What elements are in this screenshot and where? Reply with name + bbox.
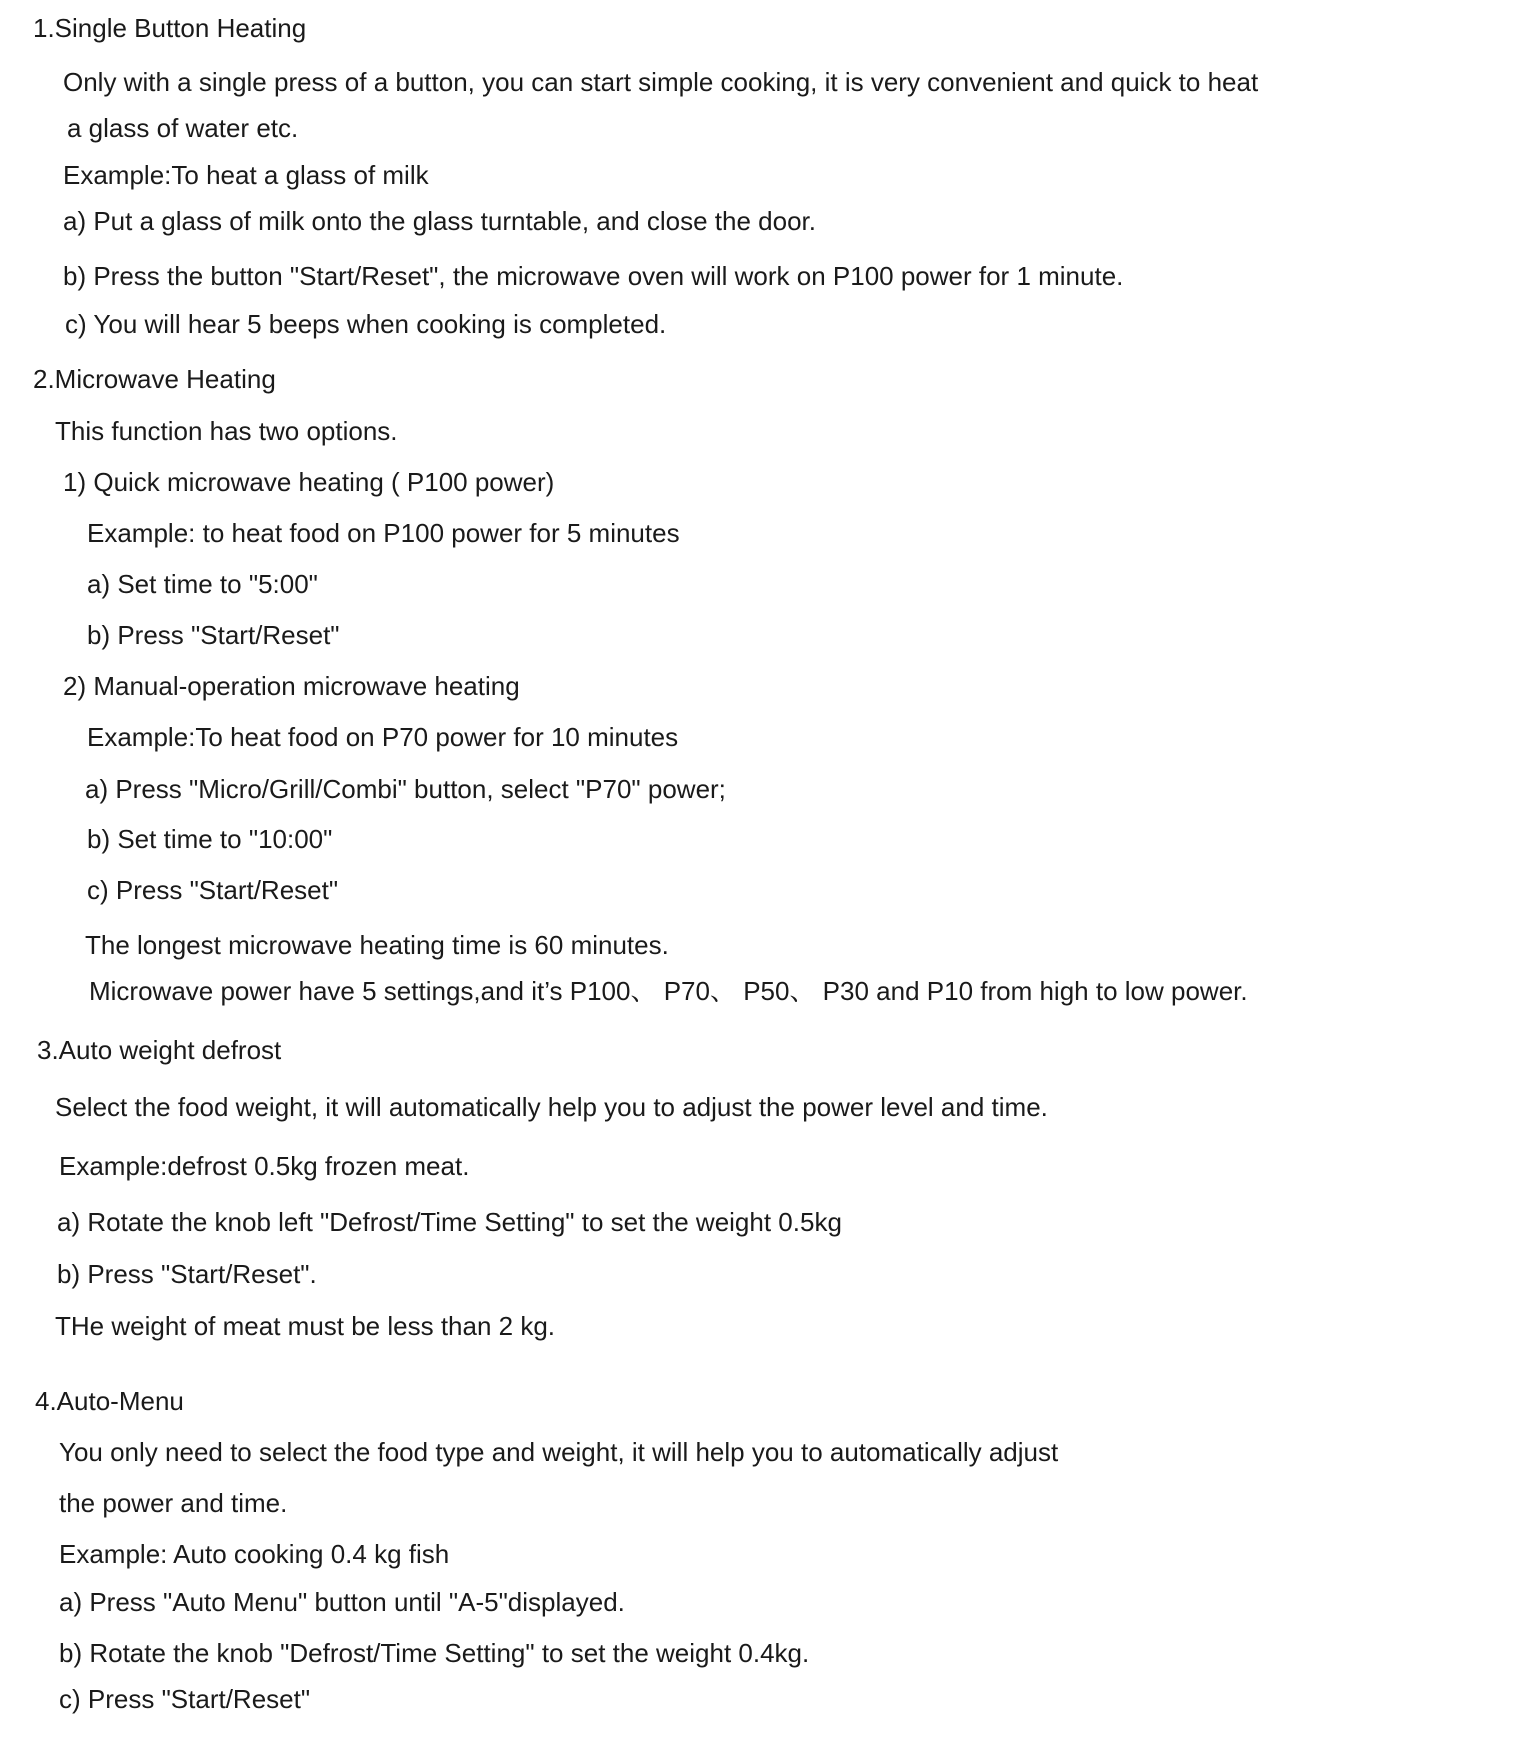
section-2-line: c) Press "Start/Reset" (87, 875, 339, 905)
section-4-line: the power and time. (59, 1488, 288, 1518)
section-2-line: Microwave power have 5 settings,and it’s P100、 P70、 P50、 P30 and P10 from high to low power. (89, 976, 1248, 1006)
section-2-line: Example:To heat food on P70 power for 10 minutes (87, 722, 679, 752)
section-4-line: You only need to select the food type and weight, it will help you to automatically adjust (59, 1437, 1059, 1467)
section-1-line: a) Put a glass of milk onto the glass turntable, and close the door. (63, 206, 816, 236)
section-1-line: Example:To heat a glass of milk (63, 160, 429, 190)
section-2-line: b) Set time to "10:00" (87, 824, 333, 854)
section-2-line: The longest microwave heating time is 60 minutes. (85, 930, 669, 960)
section-2-line: 1) Quick microwave heating ( P100 power) (63, 467, 555, 497)
section-1-heading: 1.Single Button Heating (33, 13, 307, 43)
section-4-line: Example: Auto cooking 0.4 kg fish (59, 1539, 450, 1569)
section-3-line: Select the food weight, it will automatically help you to adjust the power level and time. (55, 1092, 1048, 1122)
section-2-line: a) Set time to "5:00" (87, 569, 318, 599)
section-1-line: c) You will hear 5 beeps when cooking is completed. (65, 309, 667, 339)
section-3-line: b) Press "Start/Reset". (57, 1259, 317, 1289)
section-3-line: THe weight of meat must be less than 2 kg. (55, 1311, 556, 1341)
section-3-heading: 3.Auto weight defrost (37, 1035, 282, 1065)
section-2-line: 2) Manual-operation microwave heating (63, 671, 520, 701)
section-4-line: b) Rotate the knob "Defrost/Time Setting" to set the weight 0.4kg. (59, 1638, 810, 1668)
section-2-line: This function has two options. (55, 416, 398, 446)
section-3-line: Example:defrost 0.5kg frozen meat. (59, 1151, 470, 1181)
section-2-heading: 2.Microwave Heating (33, 364, 276, 394)
section-2-line: b) Press "Start/Reset" (87, 620, 340, 650)
section-4-line: c) Press "Start/Reset" (59, 1684, 311, 1714)
section-2-line: Example: to heat food on P100 power for 5 minutes (87, 518, 680, 548)
section-1-line: a glass of water etc. (67, 113, 299, 143)
section-1-line: Only with a single press of a button, you can start simple cooking, it is very convenient and quick to heat (63, 67, 1259, 97)
section-3-line: a) Rotate the knob left "Defrost/Time Setting" to set the weight 0.5kg (57, 1207, 842, 1237)
section-4-heading: 4.Auto-Menu (35, 1386, 184, 1416)
section-1-line: b) Press the button "Start/Reset", the microwave oven will work on P100 power for 1 minute. (63, 261, 1124, 291)
section-2-line: a) Press "Micro/Grill/Combi" button, select "P70" power; (85, 774, 726, 804)
section-4-line: a) Press "Auto Menu" button until "A-5"displayed. (59, 1587, 625, 1617)
